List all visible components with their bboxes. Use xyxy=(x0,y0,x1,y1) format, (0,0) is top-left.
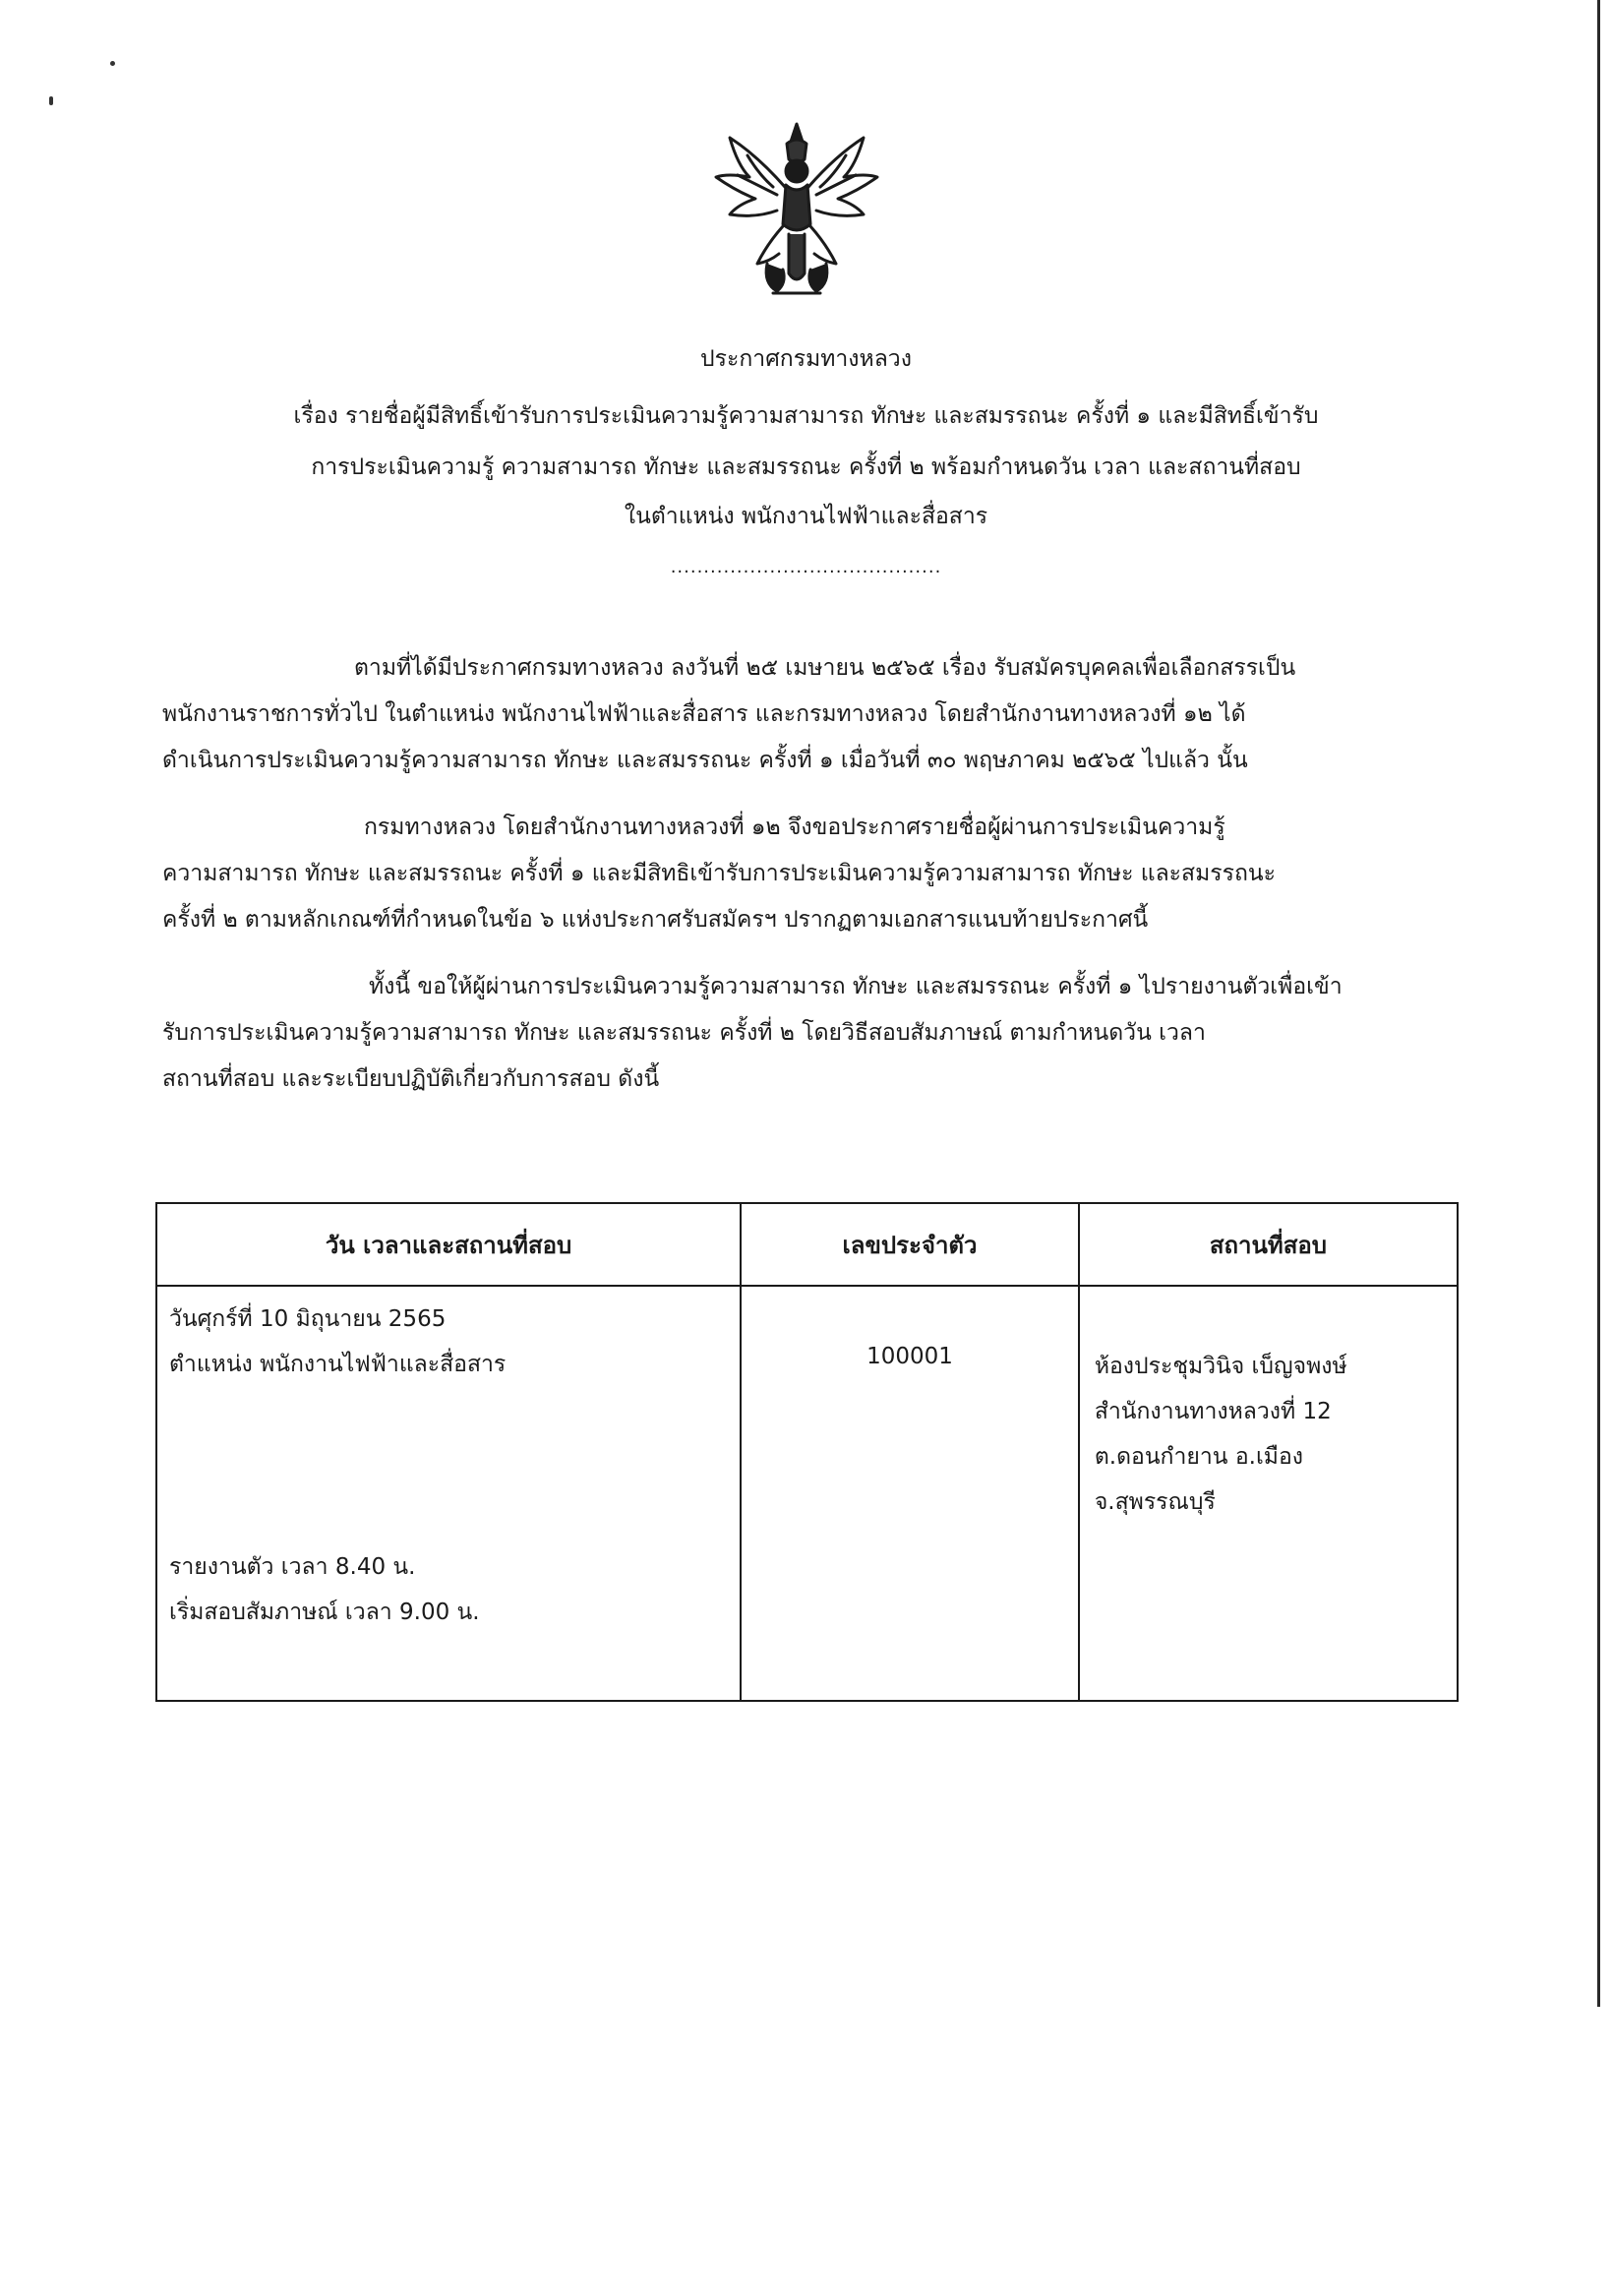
paragraph-line: พนักงานราชการทั่วไป ในตำแหน่ง พนักงานไฟฟ้าและสื่อสาร และกรมทางหลวง โดยสำนักงานทางหลวงที่ ๑๒ ได้ xyxy=(162,701,1246,727)
datetime-cell xyxy=(156,1286,741,1701)
paragraph-announcement xyxy=(162,805,1500,943)
paragraph-instructions xyxy=(162,964,1500,1103)
separator-dots: ......................................... xyxy=(670,557,942,577)
candidate-id-cell xyxy=(741,1286,1079,1701)
announcement-title: ประกาศกรมทางหลวง xyxy=(700,346,912,372)
table-row xyxy=(156,1286,1458,1701)
location-line: จ.สุพรรณบุรี xyxy=(1094,1489,1216,1515)
table-header-id: เลขประจำตัว xyxy=(741,1203,1079,1286)
table-header-datetime: วัน เวลาและสถานที่สอบ xyxy=(156,1203,741,1286)
announcement-subject-line: การประเมินความรู้ ความสามารถ ทักษะ และสมรรถนะ ครั้งที่ ๒ พร้อมกำหนดวัน เวลา และสถานที่สอบ xyxy=(311,454,1301,480)
paragraph-line: ทั้งนี้ ขอให้ผู้ผ่านการประเมินความรู้ความสามารถ ทักษะ และสมรรถนะ ครั้งที่ ๑ ไปรายงานตัวเพื่อเข้า xyxy=(369,974,1343,999)
garuda-emblem-icon xyxy=(708,116,885,303)
report-time: รายงานตัว เวลา 8.40 น. xyxy=(169,1554,416,1580)
location-cell xyxy=(1079,1286,1458,1701)
location-line: สำนักงานทางหลวงที่ 12 xyxy=(1094,1399,1332,1424)
paragraph-line: กรมทางหลวง โดยสำนักงานทางหลวงที่ ๑๒ จึงขอประกาศรายชื่อผู้ผ่านการประเมินความรู้ xyxy=(364,815,1225,840)
scan-edge-line xyxy=(1597,0,1600,2007)
exam-schedule-table xyxy=(155,1202,1459,1702)
exam-date: วันศุกร์ที่ 10 มิถุนายน 2565 xyxy=(169,1306,447,1332)
scan-speck xyxy=(49,96,53,105)
announcement-subject-line: ในตำแหน่ง พนักงานไฟฟ้าและสื่อสาร xyxy=(624,504,988,529)
table-header-row xyxy=(156,1203,1458,1286)
paragraph-line: ครั้งที่ ๒ ตามหลักเกณฑ์ที่กำหนดในข้อ ๖ แห่งประกาศรับสมัครฯ ปรากฏตามเอกสารแนบท้ายประกาศนี้ xyxy=(162,907,1149,933)
announcement-subject-line: เรื่อง รายชื่อผู้มีสิทธิ์เข้ารับการประเมินความรู้ความสามารถ ทักษะ และสมรรถนะ ครั้งที่ ๑ และมีสิทธิ์เข้ารับ xyxy=(293,403,1319,429)
paragraph-line: ดำเนินการประเมินความรู้ความสามารถ ทักษะ และสมรรถนะ ครั้งที่ ๑ เมื่อวันที่ ๓๐ พฤษภาคม ๒๕๖๕ ไปแล้ว นั้น xyxy=(162,748,1248,773)
exam-position: ตำแหน่ง พนักงานไฟฟ้าและสื่อสาร xyxy=(169,1352,507,1377)
paragraph-line: ความสามารถ ทักษะ และสมรรถนะ ครั้งที่ ๑ และมีสิทธิเข้ารับการประเมินความรู้ความสามารถ ทักษะ และสมรรถนะ xyxy=(162,861,1276,886)
location-line: ต.ดอนกำยาน อ.เมือง xyxy=(1094,1444,1304,1470)
paragraph-line: รับการประเมินความรู้ความสามารถ ทักษะ และสมรรถนะ ครั้งที่ ๒ โดยวิธีสอบสัมภาษณ์ ตามกำหนดวัน เวลา xyxy=(162,1020,1206,1046)
paragraph-line: ตามที่ได้มีประกาศกรมทางหลวง ลงวันที่ ๒๕ เมษายน ๒๕๖๕ เรื่อง รับสมัครบุคคลเพื่อเลือกสรรเป็น xyxy=(354,655,1296,681)
interview-time: เริ่มสอบสัมภาษณ์ เวลา 9.00 น. xyxy=(169,1600,480,1625)
paragraph-line: สถานที่สอบ และระเบียบปฏิบัติเกี่ยวกับการสอบ ดังนี้ xyxy=(162,1066,660,1092)
paragraph-reference xyxy=(162,645,1500,784)
scan-speck xyxy=(110,61,115,66)
location-line: ห้องประชุมวินิจ เบ็ญจพงษ์ xyxy=(1094,1354,1347,1379)
candidate-id: 100001 xyxy=(866,1344,953,1369)
table-header-location: สถานที่สอบ xyxy=(1079,1203,1458,1286)
